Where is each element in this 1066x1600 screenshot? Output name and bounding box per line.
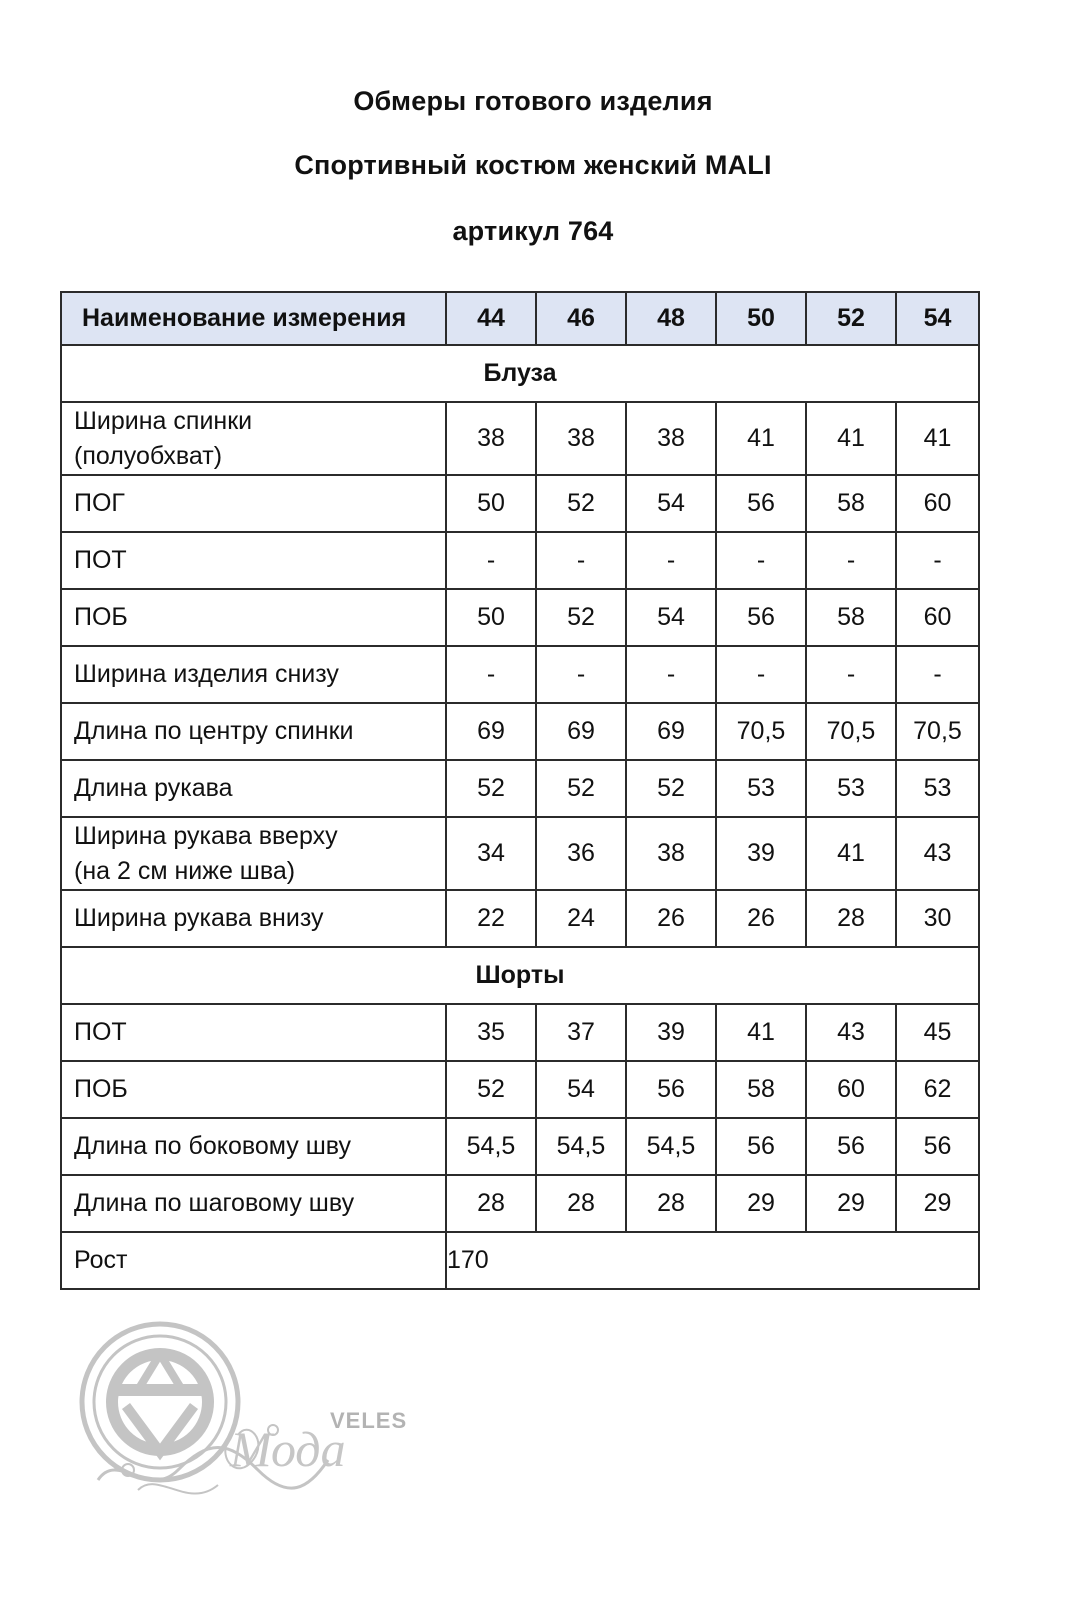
size-header: 52 <box>806 292 896 345</box>
measurement-label-line: ПОТ <box>74 546 127 574</box>
height-row <box>61 1232 979 1289</box>
header-label: Наименование измерения <box>61 292 446 345</box>
measurement-value: 43 <box>806 1004 896 1061</box>
measurement-value: 53 <box>716 760 806 817</box>
table-row <box>61 475 979 532</box>
measurement-value: 54,5 <box>626 1118 716 1175</box>
measurement-value: 69 <box>446 703 536 760</box>
measurement-value: 60 <box>806 1061 896 1118</box>
measurement-value: 34 <box>446 817 536 890</box>
section-row <box>61 947 979 1004</box>
measurement-label <box>61 532 446 589</box>
document-title: Обмеры готового изделия <box>353 86 713 116</box>
table-row <box>61 532 979 589</box>
measurement-value: 28 <box>446 1175 536 1232</box>
measurement-label-line: ПОБ <box>74 603 128 631</box>
section-title: Шорты <box>61 947 979 1004</box>
table-row <box>61 703 979 760</box>
measurement-value: 52 <box>536 589 626 646</box>
measurement-value: 39 <box>626 1004 716 1061</box>
measurement-value: - <box>896 646 979 703</box>
measurement-value: 36 <box>536 817 626 890</box>
measurement-label-line: Ширина рукава внизу <box>74 904 324 932</box>
measurement-value: 58 <box>806 589 896 646</box>
measurement-label <box>61 646 446 703</box>
measurement-value: 37 <box>536 1004 626 1061</box>
measurement-value: - <box>716 532 806 589</box>
size-header: 54 <box>896 292 979 345</box>
measurement-value: 38 <box>446 402 536 475</box>
measurement-value: 53 <box>896 760 979 817</box>
measurement-label <box>61 1004 446 1061</box>
measurement-value: 41 <box>806 817 896 890</box>
measurement-value: 69 <box>536 703 626 760</box>
measurements-table <box>60 291 980 1290</box>
measurement-value: 29 <box>806 1175 896 1232</box>
size-header: 48 <box>626 292 716 345</box>
table-row <box>61 646 979 703</box>
measurement-value: 41 <box>716 402 806 475</box>
measurement-value: 50 <box>446 475 536 532</box>
measurement-value: - <box>716 646 806 703</box>
measurement-value: 50 <box>446 589 536 646</box>
measurement-label-line: ПОБ <box>74 1075 128 1103</box>
measurement-value: 22 <box>446 890 536 947</box>
measurement-value: - <box>806 646 896 703</box>
section-row <box>61 345 979 402</box>
measurement-value: 26 <box>716 890 806 947</box>
measurement-value: 52 <box>446 760 536 817</box>
measurement-label-line: Ширина изделия снизу <box>74 660 339 688</box>
measurement-value: 41 <box>896 402 979 475</box>
measurement-value: - <box>536 532 626 589</box>
measurement-value: 62 <box>896 1061 979 1118</box>
measurement-value: 41 <box>716 1004 806 1061</box>
measurement-value: 38 <box>626 817 716 890</box>
measurement-value: 52 <box>446 1061 536 1118</box>
table-body <box>61 345 979 1289</box>
measurement-value: 24 <box>536 890 626 947</box>
measurement-label <box>61 817 446 890</box>
measurement-value: - <box>896 532 979 589</box>
measurement-value: 38 <box>536 402 626 475</box>
measurement-value: 56 <box>716 589 806 646</box>
measurement-label <box>61 703 446 760</box>
measurement-value: 70,5 <box>716 703 806 760</box>
height-label: Рост <box>61 1232 446 1289</box>
measurement-label-line: ПОГ <box>74 489 125 517</box>
measurement-value: 56 <box>626 1061 716 1118</box>
measurement-label-line: ПОТ <box>74 1018 127 1046</box>
measurement-value: 39 <box>716 817 806 890</box>
measurement-label <box>61 475 446 532</box>
measurement-value: 45 <box>896 1004 979 1061</box>
measurement-value: - <box>626 532 716 589</box>
measurement-value: 60 <box>896 589 979 646</box>
measurement-value: 70,5 <box>896 703 979 760</box>
measurement-label-line: (полуобхват) <box>74 441 223 470</box>
measurement-label-line: Длина рукава <box>74 774 233 802</box>
measurement-value: 58 <box>716 1061 806 1118</box>
table-row <box>61 1175 979 1232</box>
measurement-value: 54,5 <box>446 1118 536 1175</box>
size-header: 44 <box>446 292 536 345</box>
measurement-value: 43 <box>896 817 979 890</box>
measurement-value: 58 <box>806 475 896 532</box>
measurement-value: 56 <box>896 1118 979 1175</box>
measurement-value: 52 <box>626 760 716 817</box>
measurement-label <box>61 1061 446 1118</box>
logo-script-text: Мода <box>230 1421 346 1477</box>
table-row <box>61 402 979 475</box>
product-name: Спортивный костюм женский MALI <box>294 150 772 180</box>
table-row <box>61 817 979 890</box>
measurement-value: 54 <box>626 475 716 532</box>
measurement-value: 28 <box>536 1175 626 1232</box>
table-row <box>61 760 979 817</box>
measurement-label <box>61 760 446 817</box>
measurement-label-line: (на 2 см ниже шва) <box>74 856 296 885</box>
measurement-value: 54,5 <box>536 1118 626 1175</box>
measurement-value: - <box>626 646 716 703</box>
measurement-value: 52 <box>536 760 626 817</box>
measurement-value: 35 <box>446 1004 536 1061</box>
table-header-row <box>61 292 979 345</box>
measurement-label-line: Длина по боковому шву <box>74 1132 351 1160</box>
measurement-value: 70,5 <box>806 703 896 760</box>
table-row <box>61 1061 979 1118</box>
measurement-value: 28 <box>626 1175 716 1232</box>
measurement-value: 38 <box>626 402 716 475</box>
size-header: 46 <box>536 292 626 345</box>
height-value: 170 <box>446 1232 979 1289</box>
size-header: 50 <box>716 292 806 345</box>
measurement-label-line: Длина по центру спинки <box>74 717 354 745</box>
table-row <box>61 1118 979 1175</box>
measurement-label <box>61 589 446 646</box>
measurement-label-line: Длина по шаговому шву <box>74 1189 355 1217</box>
measurement-value: 29 <box>716 1175 806 1232</box>
measurement-value: 30 <box>896 890 979 947</box>
measurement-value: 69 <box>626 703 716 760</box>
table-row <box>61 589 979 646</box>
measurement-value: 56 <box>806 1118 896 1175</box>
measurement-value: - <box>446 646 536 703</box>
logo-brand-text: VELES <box>330 1408 408 1433</box>
measurement-label <box>61 1118 446 1175</box>
measurement-value: 29 <box>896 1175 979 1232</box>
measurement-value: - <box>806 532 896 589</box>
measurement-value: 28 <box>806 890 896 947</box>
measurement-label-line: Ширина рукава вверху <box>74 821 338 850</box>
measurement-value: 41 <box>806 402 896 475</box>
measurement-value: 56 <box>716 1118 806 1175</box>
measurement-value: 53 <box>806 760 896 817</box>
article-number: артикул 764 <box>452 216 614 246</box>
measurement-label <box>61 1175 446 1232</box>
measurement-value: 54 <box>536 1061 626 1118</box>
measurement-value: - <box>446 532 536 589</box>
measurement-label <box>61 890 446 947</box>
measurement-value: 56 <box>716 475 806 532</box>
measurement-label <box>61 402 446 475</box>
measurement-value: 26 <box>626 890 716 947</box>
measurement-value: 60 <box>896 475 979 532</box>
measurement-label-line: Ширина спинки <box>74 406 253 435</box>
measurement-value: - <box>536 646 626 703</box>
section-title: Блуза <box>61 345 979 402</box>
measurement-value: 54 <box>626 589 716 646</box>
measurement-value: 52 <box>536 475 626 532</box>
table-row <box>61 890 979 947</box>
table-row <box>61 1004 979 1061</box>
